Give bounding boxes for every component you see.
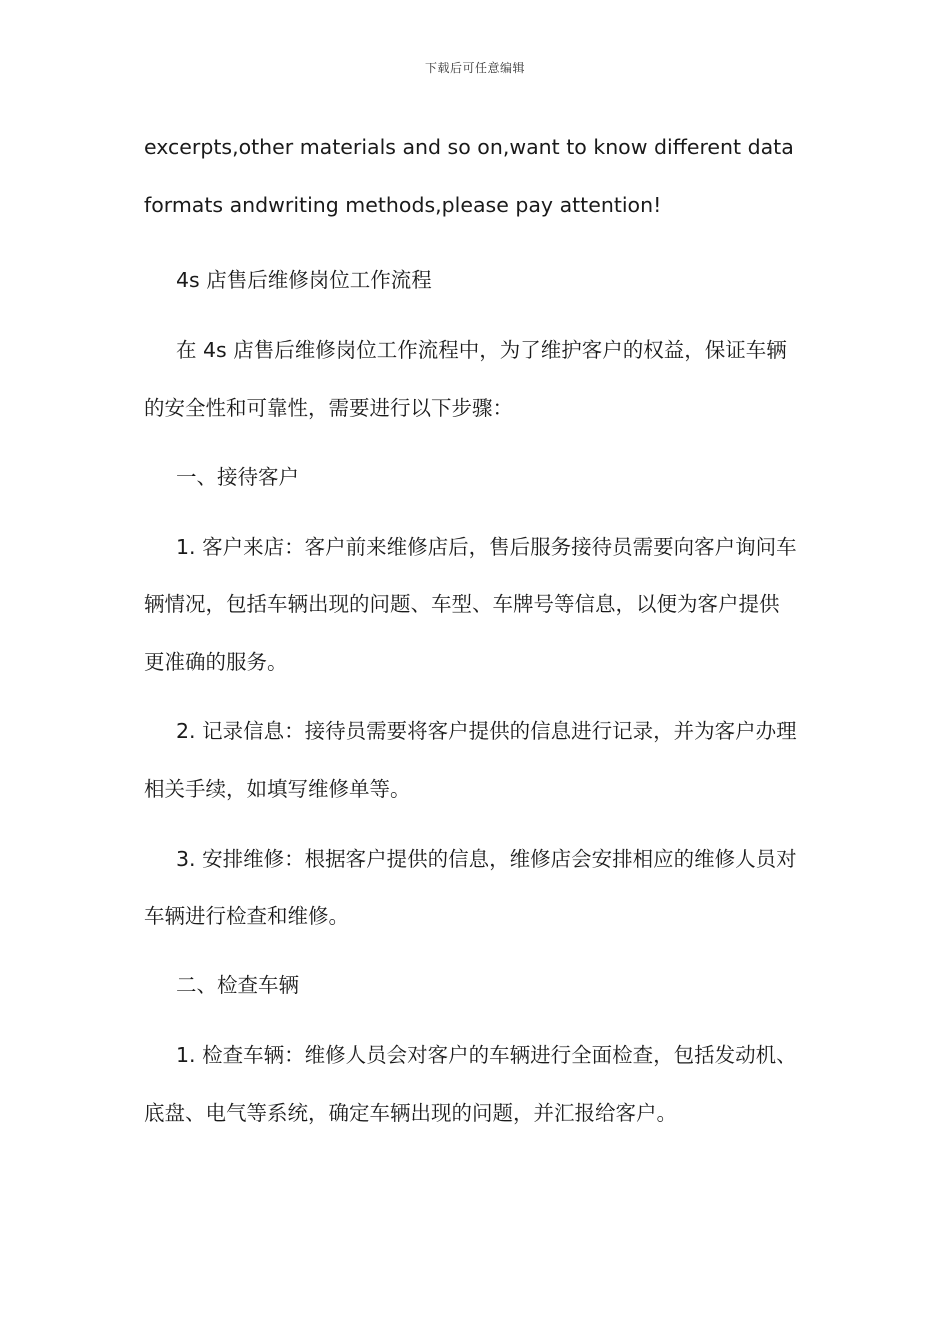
- intro-line-2: formats andwriting methods,please pay attention!: [144, 193, 662, 217]
- item-1-2-line-1: 2. 记录信息：接待员需要将客户提供的信息进行记录，并为客户办理: [176, 719, 797, 743]
- item-2-1-line-2: 底盘、电气等系统，确定车辆出现的问题，并汇报给客户。: [144, 1101, 677, 1125]
- item-1-1-line-2: 辆情况，包括车辆出现的问题、车型、车牌号等信息，以便为客户提供: [144, 592, 780, 616]
- item-1-2-line-2: 相关手续，如填写维修单等。: [144, 777, 411, 801]
- item-1-3-line-1: 3. 安排维修：根据客户提供的信息，维修店会安排相应的维修人员对: [176, 847, 797, 871]
- document-title: 4s 店售后维修岗位工作流程: [176, 268, 432, 292]
- item-1-3-line-2: 车辆进行检查和维修。: [144, 904, 349, 928]
- intro-line-1: excerpts,other materials and so on,want to know different data: [144, 135, 794, 159]
- section-2-heading: 二、检查车辆: [176, 973, 299, 997]
- page-header: 下载后可任意编辑: [424, 61, 525, 75]
- paragraph-1-line-2: 的安全性和可靠性，需要进行以下步骤：: [144, 396, 513, 420]
- item-1-1-line-3: 更准确的服务。: [144, 650, 288, 674]
- section-1-heading: 一、接待客户: [176, 465, 299, 489]
- item-1-1-line-1: 1. 客户来店：客户前来维修店后，售后服务接待员需要向客户询问车: [176, 535, 797, 559]
- item-2-1-line-1: 1. 检查车辆：维修人员会对客户的车辆进行全面检查，包括发动机、: [176, 1043, 797, 1067]
- paragraph-1-line-1: 在 4s 店售后维修岗位工作流程中，为了维护客户的权益，保证车辆: [176, 338, 787, 362]
